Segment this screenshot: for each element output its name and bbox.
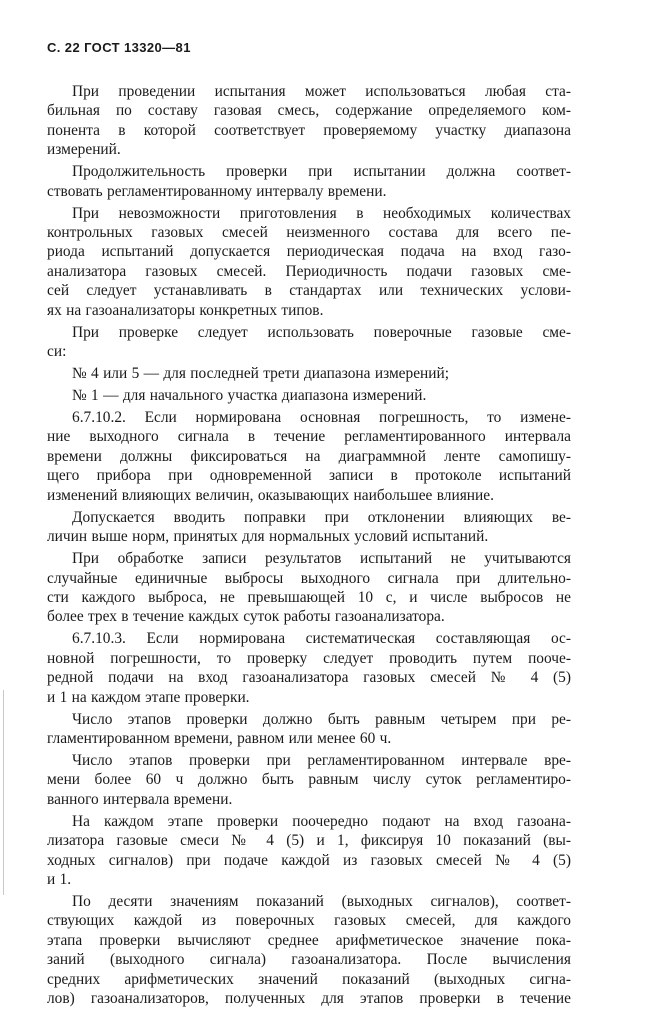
- text-line: случайные единичные выбросы выходного сигнала при длительно-: [47, 569, 571, 587]
- text-line: си:: [47, 343, 67, 361]
- text-line: бильная по составу газовая смесь, содержание определяемого ком-: [47, 102, 571, 120]
- text-line: ванного интервала времени.: [47, 790, 233, 808]
- text-line: этапа проверки вычисляют среднее арифметическое значение пока-: [47, 931, 571, 949]
- text-line: новной погрешности, то проверку следует проводить путем пооче-: [47, 649, 571, 667]
- text-line: По десяти значениям показаний (выходных сигналов), соответ-: [72, 892, 571, 910]
- paragraph: [47, 812, 571, 890]
- text-line: При проведении испытания может использоваться любая ста-: [72, 83, 571, 100]
- text-line: времени должны фиксироваться на диаграммной ленте самопишу-: [47, 447, 571, 465]
- text-line: более трех в течение каждых суток работы газоанализатора.: [47, 608, 445, 626]
- text-line: личин выше норм, принятых для нормальных условий испытаний.: [47, 528, 489, 546]
- text-line: При невозможности приготовления в необходимых количествах: [72, 204, 571, 222]
- text-line: При проверке следует использовать поверочные газовые сме-: [72, 323, 571, 341]
- paragraph: [47, 710, 571, 749]
- text-line: Число этапов проверки должно быть равным четырем при ре-: [72, 710, 571, 728]
- text-line: измерений.: [47, 141, 121, 159]
- text-line: ние выходного сигнала в течение регламентированного интервала: [47, 428, 571, 446]
- paragraph: [47, 629, 571, 707]
- text-line: заний (выходного сигнала) газоанализатора. После вычисления: [47, 951, 571, 969]
- text-line: № 4 или 5 — для последней трети диапазона измерений;: [72, 365, 450, 383]
- paragraph: [47, 323, 571, 362]
- text-line: понента в которой соответствует проверяемому участку диапазона: [47, 121, 571, 139]
- text-line: риода испытаний допускается периодическая подача на вход газо-: [47, 243, 571, 261]
- paragraph: [47, 82, 571, 160]
- text-line: гламентированном времени, равном или менее 60 ч.: [47, 729, 392, 747]
- paragraph: [47, 386, 571, 405]
- text-line: мени более 60 ч должно быть равным числу суток регламентиро-: [47, 771, 571, 789]
- text-line: лов) газоанализаторов, полученных для этапов проверки в течение: [47, 990, 571, 1007]
- page-header: С. 22 ГОСТ 13320—81: [47, 40, 191, 55]
- paragraph: [47, 549, 571, 627]
- text-line: средних арифметических значений показаний (выходных сигна-: [47, 970, 571, 988]
- paragraph: [47, 892, 571, 1008]
- document-body: [47, 82, 571, 1011]
- text-line: сти каждого выброса, не превышающей 10 с, и числе выбросов не: [47, 588, 571, 606]
- text-line: анализатора газовых смесей. Периодичность подачи газовых сме-: [47, 262, 571, 280]
- text-line: контрольных газовых смесей неизменного состава для всего пе-: [47, 224, 571, 242]
- text-line: Допускается вводить поправки при отклонении влияющих ве-: [72, 508, 571, 526]
- paragraph: [47, 364, 571, 383]
- text-line: При обработке записи результатов испытаний не учитываются: [72, 550, 571, 568]
- scan-edge-line: [3, 690, 4, 895]
- text-line: редной подачи на вход газоанализатора газовых смесей № 4 (5): [47, 669, 571, 687]
- paragraph: [47, 508, 571, 547]
- text-line: и 1 на каждом этапе проверки.: [47, 688, 250, 706]
- text-line: На каждом этапе проверки поочередно подают на вход газоана-: [72, 812, 571, 830]
- text-line: 6.7.10.3. Если нормирована систематическая составляющая ос-: [72, 630, 571, 648]
- text-line: ходных сигналов) при подаче каждой из газовых смесей № 4 (5): [47, 851, 571, 869]
- text-line: ствовать регламентированному интервалу времени.: [47, 182, 387, 200]
- text-line: изменений влияющих величин, оказывающих наибольшее влияние.: [47, 486, 494, 504]
- text-line: лизатора газовые смеси № 4 (5) и 1, фиксируя 10 показаний (вы-: [47, 832, 571, 850]
- paragraph: [47, 408, 571, 505]
- text-line: 6.7.10.2. Если нормирована основная погрешность, то измене-: [72, 409, 571, 427]
- text-line: и 1.: [47, 870, 72, 888]
- text-line: ях на газоанализаторы конкретных типов.: [47, 301, 324, 319]
- text-line: Продолжительность проверки при испытании должна соответ-: [72, 163, 571, 181]
- paragraph: [47, 162, 571, 201]
- text-line: № 1 — для начального участка диапазона измерений.: [72, 387, 427, 405]
- text-line: щего прибора при одновременной записи в протоколе испытаний: [47, 467, 571, 485]
- paragraph: [47, 204, 571, 320]
- paragraph: [47, 751, 571, 809]
- text-line: Число этапов проверки при регламентированном интервале вре-: [72, 751, 571, 769]
- text-line: сей следует устанавливать в стандартах или технических услови-: [47, 282, 571, 300]
- text-line: ствующих каждой из поверочных газовых смесей, для каждого: [47, 912, 571, 930]
